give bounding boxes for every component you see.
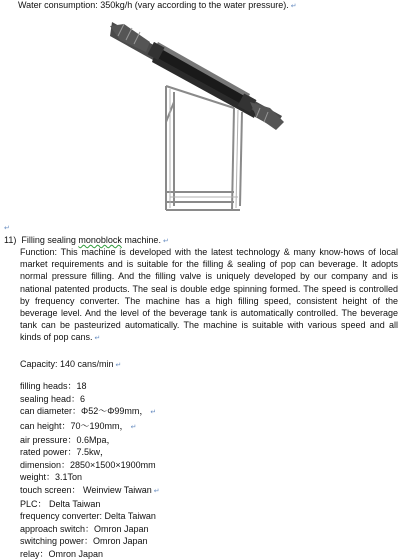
function-paragraph [20,246,398,346]
spec-row: filling heads：18 [20,381,87,392]
spec-row: touch screen： Weinview Taiwan ↵ [20,484,160,495]
spec-row: can diameter：Φ52～Φ99mm， ↵ [20,406,157,417]
conveyor-machine-illustration [110,12,285,217]
spec-row: air pressure：0.6Mpa， [20,435,116,446]
paragraph-mark: ↵ [94,335,101,343]
spec-row: Capacity: 140 cans/min ↵ [20,359,122,369]
spec-row: sealing head：6 [20,393,86,404]
spec-row: weight：3.1Ton [20,472,83,483]
section-title-start: Filling sealing [21,235,79,245]
machine-figure [110,12,285,220]
paragraph-mark: ↵ [4,225,10,232]
section-title-end: machine. [121,235,161,245]
spec-row: can height：70～190mm， ↵ [20,420,137,431]
paragraph-mark: ↵ [290,3,297,10]
spec-row: frequency converter: Delta Taiwan [20,511,156,522]
section-number: 11) [4,235,17,245]
spec-row: PLC： Delta Taiwan [20,499,101,510]
section-title-underlined: monoblock [78,235,122,245]
function-text: Function: This machine is developed with the latest technology & many know-hows of local market requirements and is suitable for the filling & sealing of pop can beverage. It adopts normal pressure filling. And the filling valve is uniquely developed by our company and is national patented products. The seal is double edge spinning formed. The speed is controlled by frequency converter. The machine has a high filling speed, consistent height of the beverage level. And the level of the beverage tank is automatically controlled. The beverage tank can be pasteurized automatically. The machine is suitable with various speed and all kinds of pop cans. [20,247,398,343]
spec-list [20,358,160,560]
water-consumption-line [18,0,297,12]
water-consumption-text: Water consumption: 350kg/h (vary according to the water pressure). [18,0,289,10]
paragraph-mark: ↵ [162,238,169,245]
spec-row: approach switch：Omron Japan [20,523,149,534]
spec-row: relay：Omron Japan [20,548,104,559]
spec-row: switching power：Omron Japan [20,536,148,547]
spec-row: dimension：2850×1500×1900mm [20,459,156,470]
spec-row: rated power：7.5kw， [20,447,110,458]
